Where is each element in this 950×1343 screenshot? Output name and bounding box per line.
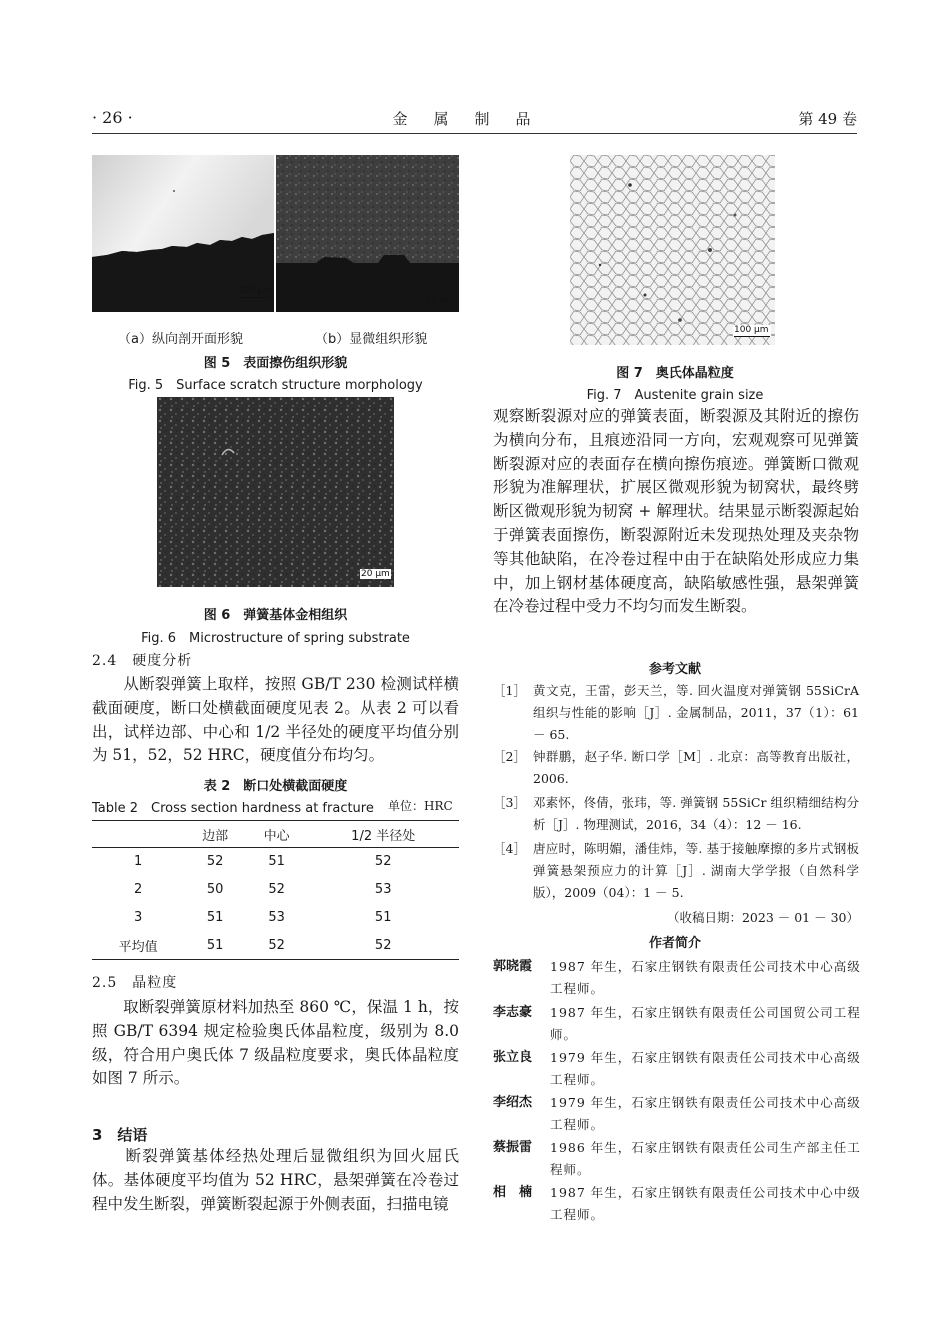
section-2-5-heading: 2.5 晶粒度 [92, 975, 178, 991]
table-cell: 51 [374, 910, 392, 925]
table-cell: 52 [374, 854, 392, 870]
fig5-caption-en: Fig. 5 Surface scratch structure morphology [128, 378, 423, 393]
author-bio: 1987 年生，石家庄钢铁有限责任公司国贸公司工程师。 [550, 1005, 861, 1042]
reference-number: ［1］ [493, 683, 526, 698]
author-name: 张立良 [493, 1050, 533, 1065]
section-2-4-heading: 2.4 硬度分析 [92, 653, 193, 669]
table-row [92, 932, 459, 960]
table-cell: 51 [184, 932, 246, 960]
fig5a-subcaption: （a）纵向剖开面形貌 [118, 332, 243, 347]
fig6-image [157, 397, 394, 587]
section-3-body: 断裂弹簧基体经热处理后显微组织为回火屈氏体。基体硬度平均值为 52 HRC，悬架弹簧在冷卷过程中发生断裂，弹簧断裂起源于外侧表面，扫描电镜 [92, 1147, 459, 1213]
table-header-cell [92, 821, 184, 848]
fig5a-scale-label: 500 μm [238, 286, 273, 296]
author-name: 郭晓霞 [493, 959, 533, 974]
section-3-heading: 3 结语 [92, 1126, 148, 1144]
table-cell: 1 [134, 854, 143, 870]
reference-item [493, 680, 859, 746]
table-cell: 52 [206, 854, 224, 870]
author-entry [493, 1092, 863, 1136]
author-bio: 1979 年生，石家庄钢铁有限责任公司技术中心高级工程师。 [550, 1095, 861, 1132]
author-bio: 1979 年生，石家庄钢铁有限责任公司技术中心高级工程师。 [550, 1050, 861, 1087]
section-2-5-body: 取断裂弹簧原材料加热至 860 ℃，保温 1 h，按照 GB/T 6394 规定检验奥氏体晶粒度，级别为 8.0 级，符合用户奥氏体 7 级晶粒度要求，奥氏体晶粒度如图 7 所示。 [92, 998, 459, 1088]
fig7-scale-bar [733, 325, 771, 337]
table-header-cell: 中心 [246, 821, 308, 848]
table-cell: 53 [374, 882, 392, 897]
author-name: 李绍杰 [493, 1095, 533, 1110]
reference-text: 黄文克，王雷，彭天兰，等. 回火温度对弹簧钢 55SiCrA 组织与性能的影响［J］. 金属制品，2011，37（1）：61 － 65. [533, 683, 859, 742]
author-info-heading: 作者简介 [648, 936, 701, 951]
fig6-scale-bar [360, 569, 391, 579]
table2-title-cn: 表 2 断口处横截面硬度 [203, 779, 348, 794]
volume-label: 第 49 卷 [798, 110, 857, 128]
fig6-caption-en: Fig. 6 Microstructure of spring substrate [141, 631, 410, 646]
author-name: 相 楠 [493, 1185, 533, 1200]
table-cell: 3 [134, 910, 143, 925]
table-row [92, 876, 459, 904]
author-name: 蔡振雷 [493, 1140, 533, 1155]
author-entry [493, 956, 863, 1000]
author-entry [493, 1047, 863, 1091]
fig7-scale-label: 100 μm [734, 325, 769, 335]
page-header [92, 104, 857, 134]
fig5b-image [276, 155, 459, 312]
table-header-cell: 边部 [184, 821, 246, 848]
table-cell: 2 [134, 882, 143, 897]
fig6-caption-cn: 图 6 弹簧基体金相组织 [203, 608, 348, 623]
section-2-4-body: 从断裂弹簧上取样，按照 GB/T 230 检测试样横截面硬度，断口处横截面硬度见表 2。从表 2 可以看出，试样边部、中心和 1/2 半径处的硬度平均值分别为 51，52，52 HRC，硬度值分布均匀。 [92, 675, 459, 765]
reference-item [493, 746, 859, 790]
table-cell: 53 [268, 910, 285, 925]
table-row [92, 904, 459, 932]
table-header-cell: 1/2 半径处 [307, 821, 459, 848]
table-cell: 51 [268, 854, 285, 870]
reference-number: ［2］ [493, 749, 526, 764]
hardness-table [92, 820, 459, 960]
reference-text: 邓素怀，佟倩，张玮，等. 弹簧钢 55SiCr 组织精细结构分析［J］. 物理测试，2016，34（4）：12 － 16. [533, 795, 859, 832]
author-bio: 1987 年生，石家庄钢铁有限责任公司技术中心高级工程师。 [550, 959, 861, 996]
author-bio: 1987 年生，石家庄钢铁有限责任公司技术中心中级工程师。 [550, 1185, 861, 1222]
references-heading: 参考文献 [648, 662, 701, 677]
table-cell: 50 [206, 882, 224, 897]
fig5b-subcaption: （b）显微组织形貌 [315, 332, 428, 347]
reference-number: ［4］ [493, 841, 526, 856]
table2-title-en: Table 2 Cross section hardness at fracture [92, 801, 374, 816]
fig6-scale-label: 20 μm [361, 569, 390, 579]
reference-item [493, 792, 859, 836]
reference-number: ［3］ [493, 795, 526, 810]
fig5a-image [92, 155, 274, 312]
author-entry [493, 1182, 863, 1226]
table-cell: 51 [206, 910, 224, 925]
reference-text: 唐应时，陈明媚，潘佳炜，等. 基于接触摩擦的多片式钢板弹簧悬架预应力的计算［J］. 湖南大学学报（自然科学版），2009（04）：1 － 5. [533, 841, 859, 900]
table-cell: 52 [307, 932, 459, 960]
author-name: 李志豪 [493, 1005, 533, 1020]
author-entry [493, 1137, 863, 1181]
journal-title: 金属制品 [392, 110, 557, 128]
author-entry [493, 1002, 863, 1046]
fig5a-scale-bar [238, 286, 273, 298]
table-header-row [92, 821, 459, 848]
fig7-caption-cn: 图 7 奥氏体晶粒度 [616, 366, 734, 381]
reference-text: 钟群鹏，赵子华. 断口学［M］. 北京：高等教育出版社，2006. [533, 749, 859, 786]
fig7-caption-en: Fig. 7 Austenite grain size [586, 388, 764, 403]
received-date: （收稿日期：2023 － 01 － 30） [666, 910, 859, 925]
table-cell: 52 [268, 882, 285, 897]
fig5-caption-cn: 图 5 表面擦伤组织形貌 [203, 356, 348, 371]
fig7-image [570, 155, 775, 345]
fig5b-scale-label: 50 μm [426, 295, 455, 305]
table-cell: 平均值 [92, 932, 184, 960]
fig5b-scale-bar [426, 295, 455, 305]
table-row [92, 848, 459, 876]
page-number: · 26 · [92, 108, 133, 127]
reference-item [493, 838, 859, 904]
table-cell: 52 [246, 932, 308, 960]
conclusion-continued-body: 观察断裂源对应的弹簧表面，断裂源及其附近的擦伤为横向分布，且痕迹沿同一方向，宏观观察可见弹簧断裂源对应的表面存在横向擦伤痕迹。弹簧断口微观形貌为准解理状，扩展区微观形貌为韧窝状，最终劈断区微观形貌为韧窝 + 解理状。结果显示断裂源起始于弹簧表面擦伤，断裂源附近未发现热处理及夹杂物等其他缺陷，在冷卷过程中由于在缺陷处形成应力集中，加上钢材基体硬度高，缺陷敏感性强，悬架弹簧在冷卷过程中受力不均匀而发生断裂。 [493, 407, 859, 616]
author-bio: 1986 年生，石家庄钢铁有限责任公司生产部主任工程师。 [550, 1140, 861, 1177]
table2-unit: 单位：HRC [388, 799, 453, 813]
